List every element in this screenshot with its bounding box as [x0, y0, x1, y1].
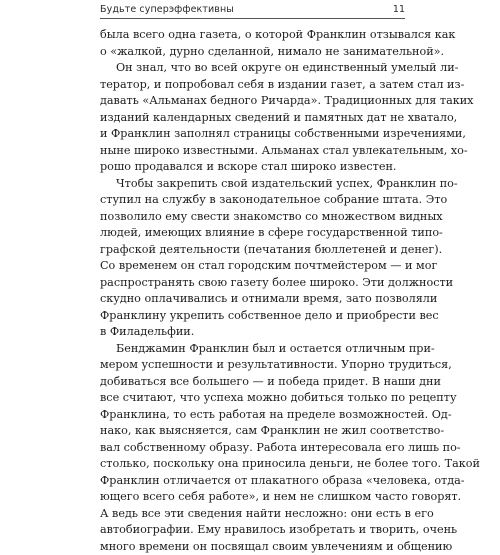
text-line: о «жалкой, дурно сделанной, нимало не занимательной». [100, 44, 404, 61]
running-head [100, 4, 405, 18]
text-line: ныне широко известными. Альманах стал увлекательным, хо- [100, 143, 404, 160]
text-line: в Филадельфии. [100, 324, 404, 341]
text-line: столько, поскольку она приносила деньги, не более того. Такой [100, 456, 404, 473]
text-line: рошо продавался и вскоре стал широко известен. [100, 159, 404, 176]
text-line: добиваться все большего — и победа придет. В наши дни [100, 374, 404, 391]
text-line: Франклина, то есть работая на пределе возможностей. Од- [100, 407, 404, 424]
text-line: все считают, что успеха можно добиться только по рецепту [100, 390, 404, 407]
text-line: много времени он посвящал своим увлечениям и общению [100, 539, 404, 555]
text-line: мером успешности и результативности. Упорно трудиться, [100, 357, 404, 374]
text-line: давать «Альманах бедного Ричарда». Традиционных для таких [100, 93, 404, 110]
text-line: Чтобы закрепить свой издательский успех, Франклин по- [100, 176, 404, 193]
page-number: 11 [393, 4, 405, 16]
body-text [100, 27, 404, 555]
text-line: скудно оплачивались и отнимали время, зато позволяли [100, 291, 404, 308]
text-line: нако, как выясняется, сам Франклин не жил соответство- [100, 423, 404, 440]
text-line: вал собственному образу. Работа интересовала его лишь по- [100, 440, 404, 457]
text-line: графской деятельности (печатания бюллетеней и денег). [100, 242, 404, 259]
text-line: людей, имеющих влияние в сфере государственной типо- [100, 225, 404, 242]
text-line: была всего одна газета, о которой Франклин отзывался как [100, 27, 404, 44]
text-line: А ведь все эти сведения найти несложно: они есть в его [100, 506, 404, 523]
text-line: Франклину укрепить собственное дело и приобрести вес [100, 308, 404, 325]
text-line: распространять свою газету более широко. Эти должности [100, 275, 404, 292]
text-line: Франклин отличается от плакатного образа «человека, отда- [100, 473, 404, 490]
text-line: и Франклин заполнял страницы собственными изречениями, [100, 126, 404, 143]
text-line: позволило ему свести знакомство со множеством видных [100, 209, 404, 226]
text-line: автобиографии. Ему нравилось изобретать и творить, очень [100, 522, 404, 539]
text-line: Со временем он стал городским почтмейстером — и мог [100, 258, 404, 275]
text-line: изданий календарных сведений и памятных дат не хватало, [100, 110, 404, 127]
text-line: Бенджамин Франклин был и остается отличным при- [100, 341, 404, 358]
text-line: ющего всего себя работе», и нем не слишком часто говорят. [100, 489, 404, 506]
text-line: тератор, и попробовал себя в издании газет, а затем стал из- [100, 77, 404, 94]
running-title: Будьте суперэффективны [100, 4, 234, 16]
text-line: Он знал, что во всей округе он единственный умелый ли- [100, 60, 404, 77]
header-rule [100, 18, 405, 19]
text-line: ступил на службу в законодательное собрание штата. Это [100, 192, 404, 209]
